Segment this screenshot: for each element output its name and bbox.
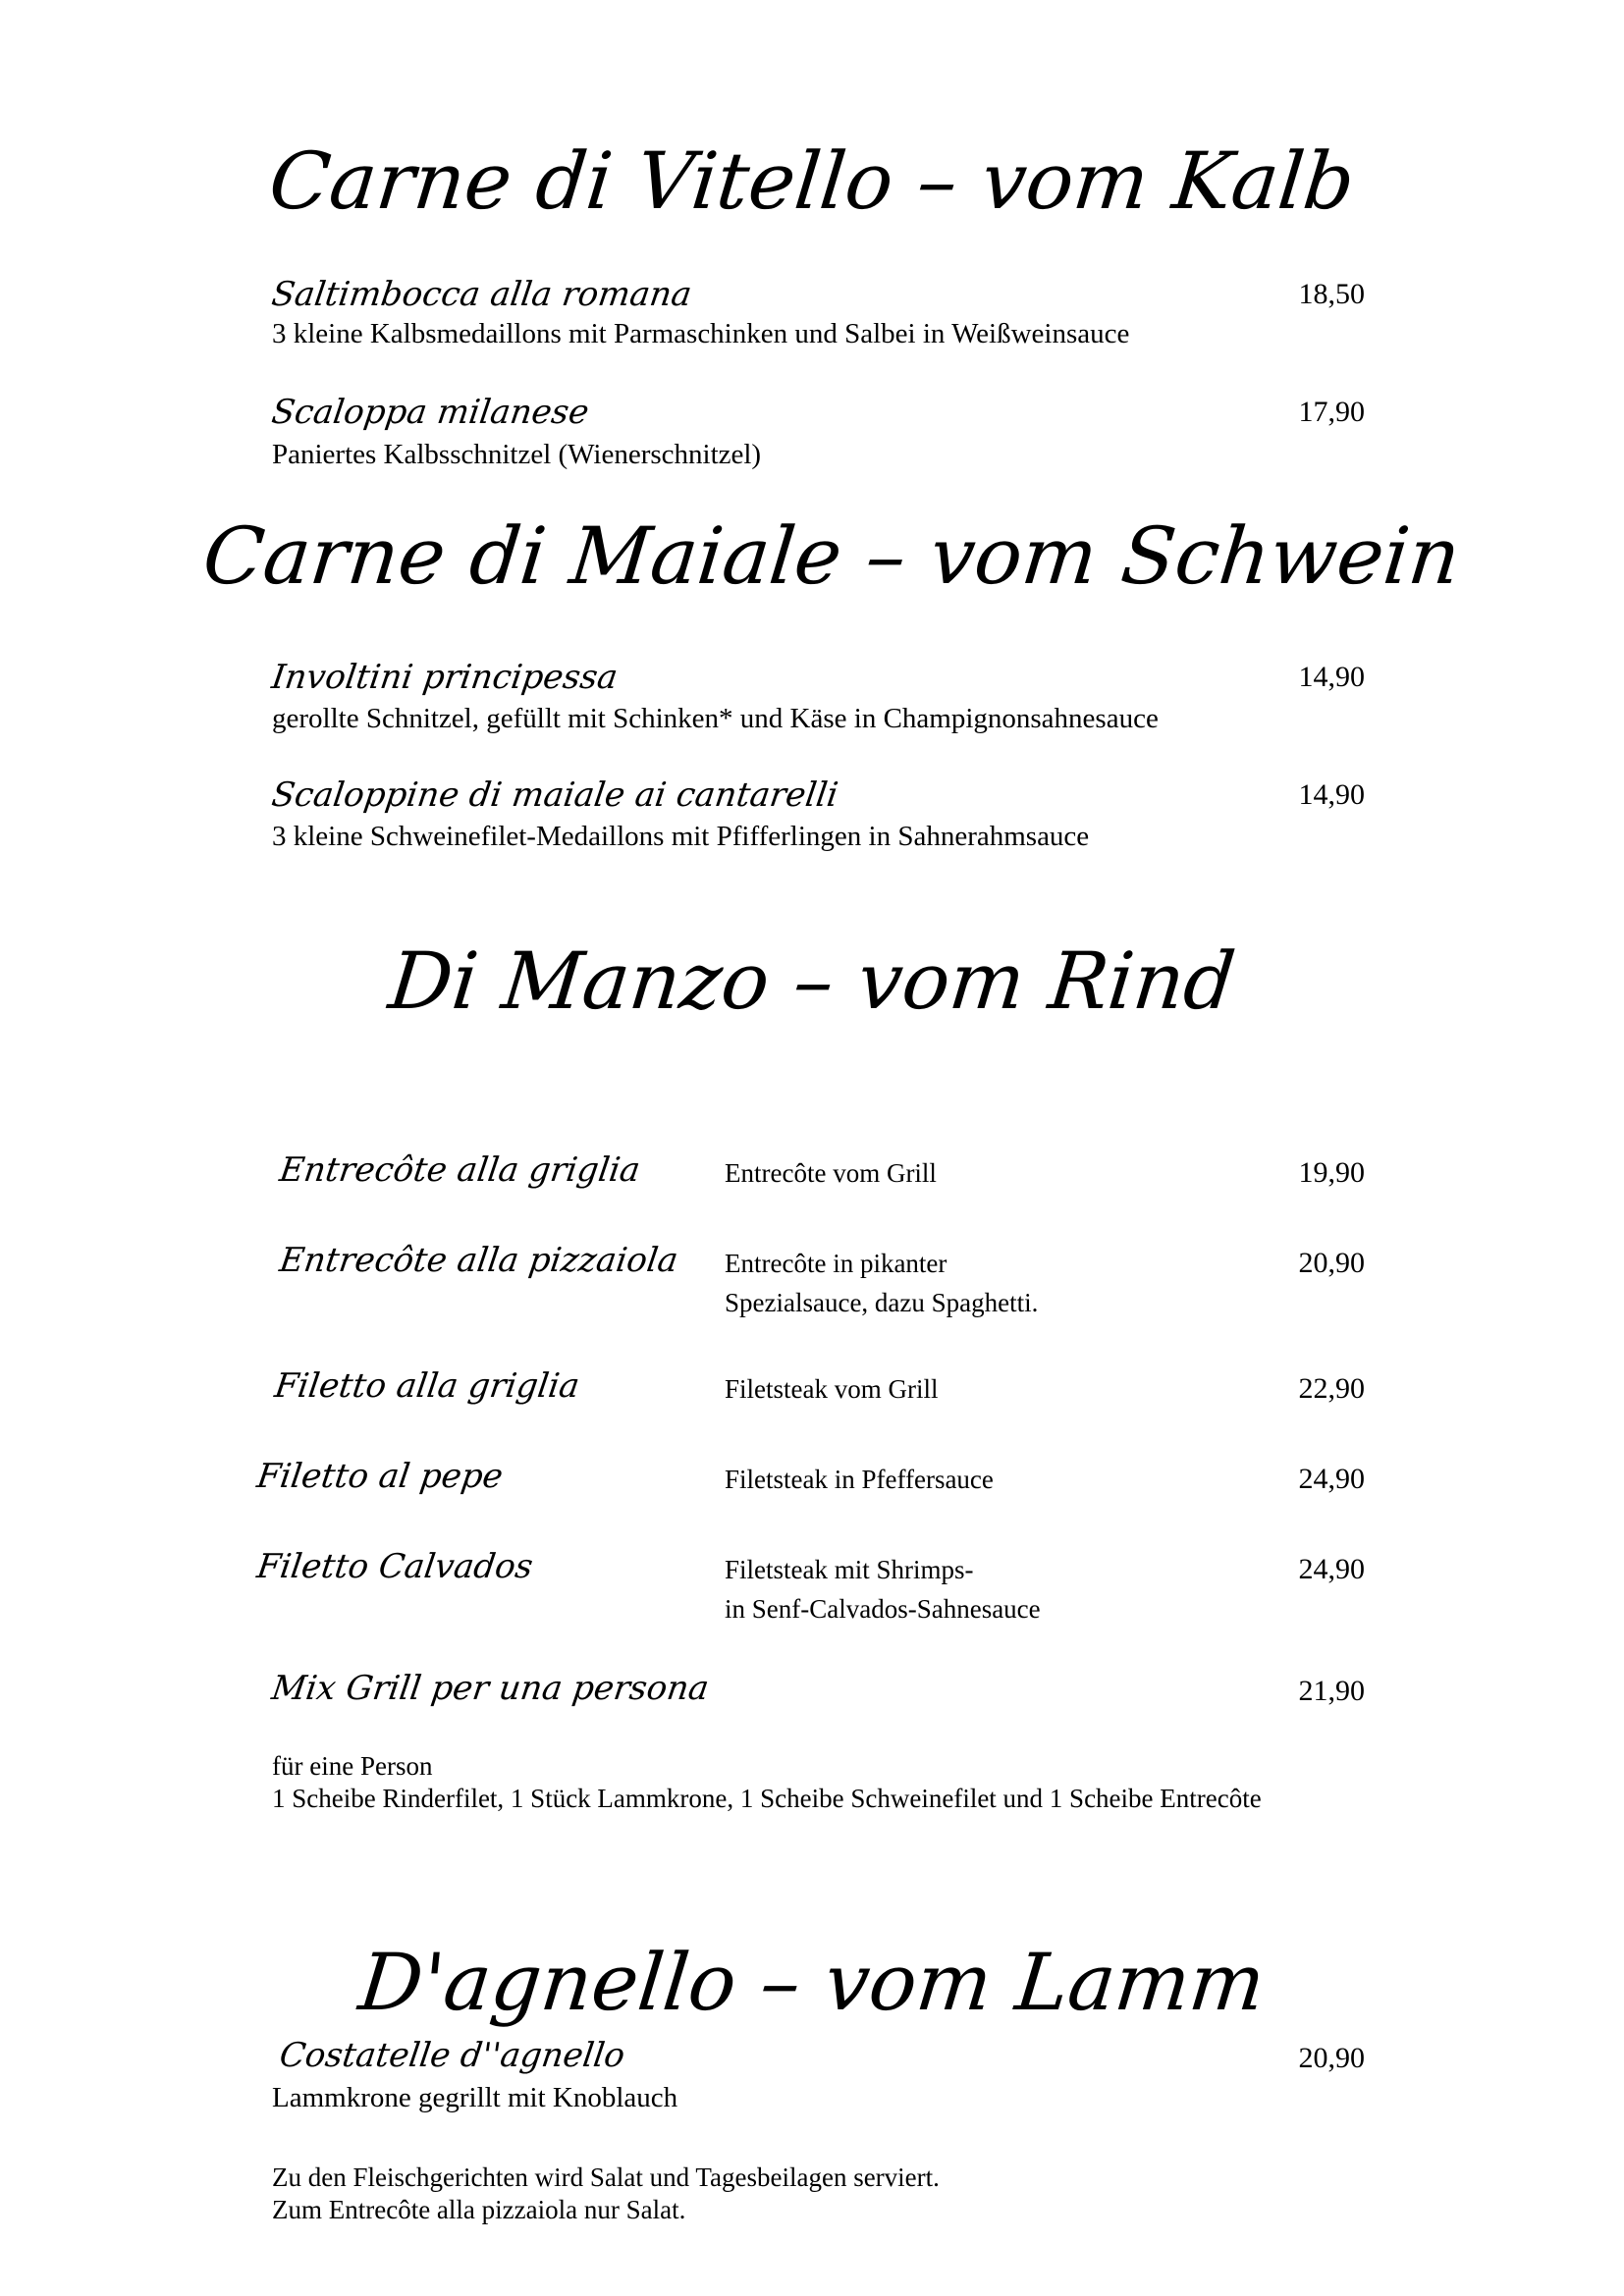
dish-name-mix-grill: Mix Grill per una persona <box>269 1669 712 1708</box>
dish-description: Entrecôte in pikanter <box>725 1249 947 1278</box>
dish-description-line2: Spezialsauce, dazu Spaghetti. <box>725 1288 1039 1317</box>
footer-note: Zum Entrecôte alla pizzaiola nur Salat. <box>272 2195 686 2224</box>
dish-name: Scaloppa milanese <box>269 393 592 432</box>
section-title-agnello: D'agnello – vom Lamm <box>354 1937 1270 2028</box>
dish-price: 20,90 <box>1298 2042 1365 2074</box>
dish-description: Filetsteak vom Grill <box>725 1374 939 1404</box>
dish-price: 21,90 <box>1298 1675 1365 1707</box>
dish-name: Filetto al pepe <box>254 1457 506 1496</box>
dish-description: Paniertes Kalbsschnitzel (Wienerschnitzel) <box>272 439 762 470</box>
dish-name: Scaloppine di maiale ai cantarelli <box>269 775 840 815</box>
dish-description: Filetsteak in Pfeffersauce <box>725 1465 994 1494</box>
mix-grill-contents: 1 Scheibe Rinderfilet, 1 Stück Lammkrone, 1 Scheibe Schweinefilet und 1 Scheibe Entrecôte <box>272 1784 1262 1813</box>
section-title-manzo: Di Manzo – vom Rind <box>384 935 1240 1027</box>
dish-price: 22,90 <box>1298 1372 1365 1405</box>
dish-price: 24,90 <box>1298 1553 1365 1585</box>
dish-description: Lammkrone gegrillt mit Knoblauch <box>272 2082 678 2113</box>
dish-name: Involtini principessa <box>269 658 621 697</box>
dish-price: 14,90 <box>1298 778 1365 811</box>
dish-name: Entrecôte alla pizzaiola <box>277 1241 680 1280</box>
section-title-vitello: Carne di Vitello – vom Kalb <box>265 135 1360 227</box>
dish-description: gerollte Schnitzel, gefüllt mit Schinken* und Käse in Champignonsahnesauce <box>272 703 1159 734</box>
dish-price: 19,90 <box>1298 1156 1365 1189</box>
dish-price: 20,90 <box>1298 1247 1365 1279</box>
dish-price: 14,90 <box>1298 661 1365 693</box>
dish-description: Entrecôte vom Grill <box>725 1158 937 1188</box>
dish-name: Filetto Calvados <box>254 1547 536 1586</box>
dish-description: 3 kleine Kalbsmedaillons mit Parmaschinken und Salbei in Weißweinsauce <box>272 318 1130 349</box>
dish-name: Costatelle d''agnello <box>277 2036 627 2075</box>
dish-name: Filetto alla griglia <box>272 1366 582 1406</box>
mix-grill-note: für eine Person <box>272 1751 433 1781</box>
dish-name: Entrecôte alla griglia <box>277 1150 643 1190</box>
dish-description: 3 kleine Schweinefilet-Medaillons mit Pfifferlingen in Sahnerahmsauce <box>272 821 1090 852</box>
dish-description-line2: in Senf-Calvados-Sahnesauce <box>725 1594 1041 1624</box>
footer-note: Zu den Fleischgerichten wird Salat und Tagesbeilagen serviert. <box>272 2163 940 2192</box>
dish-name: Saltimbocca alla romana <box>269 275 694 314</box>
section-title-maiale: Carne di Maiale – vom Schwein <box>198 510 1465 602</box>
dish-description: Filetsteak mit Shrimps- <box>725 1555 974 1584</box>
dish-price: 24,90 <box>1298 1463 1365 1495</box>
dish-price: 18,50 <box>1298 278 1365 310</box>
dish-price: 17,90 <box>1298 396 1365 428</box>
